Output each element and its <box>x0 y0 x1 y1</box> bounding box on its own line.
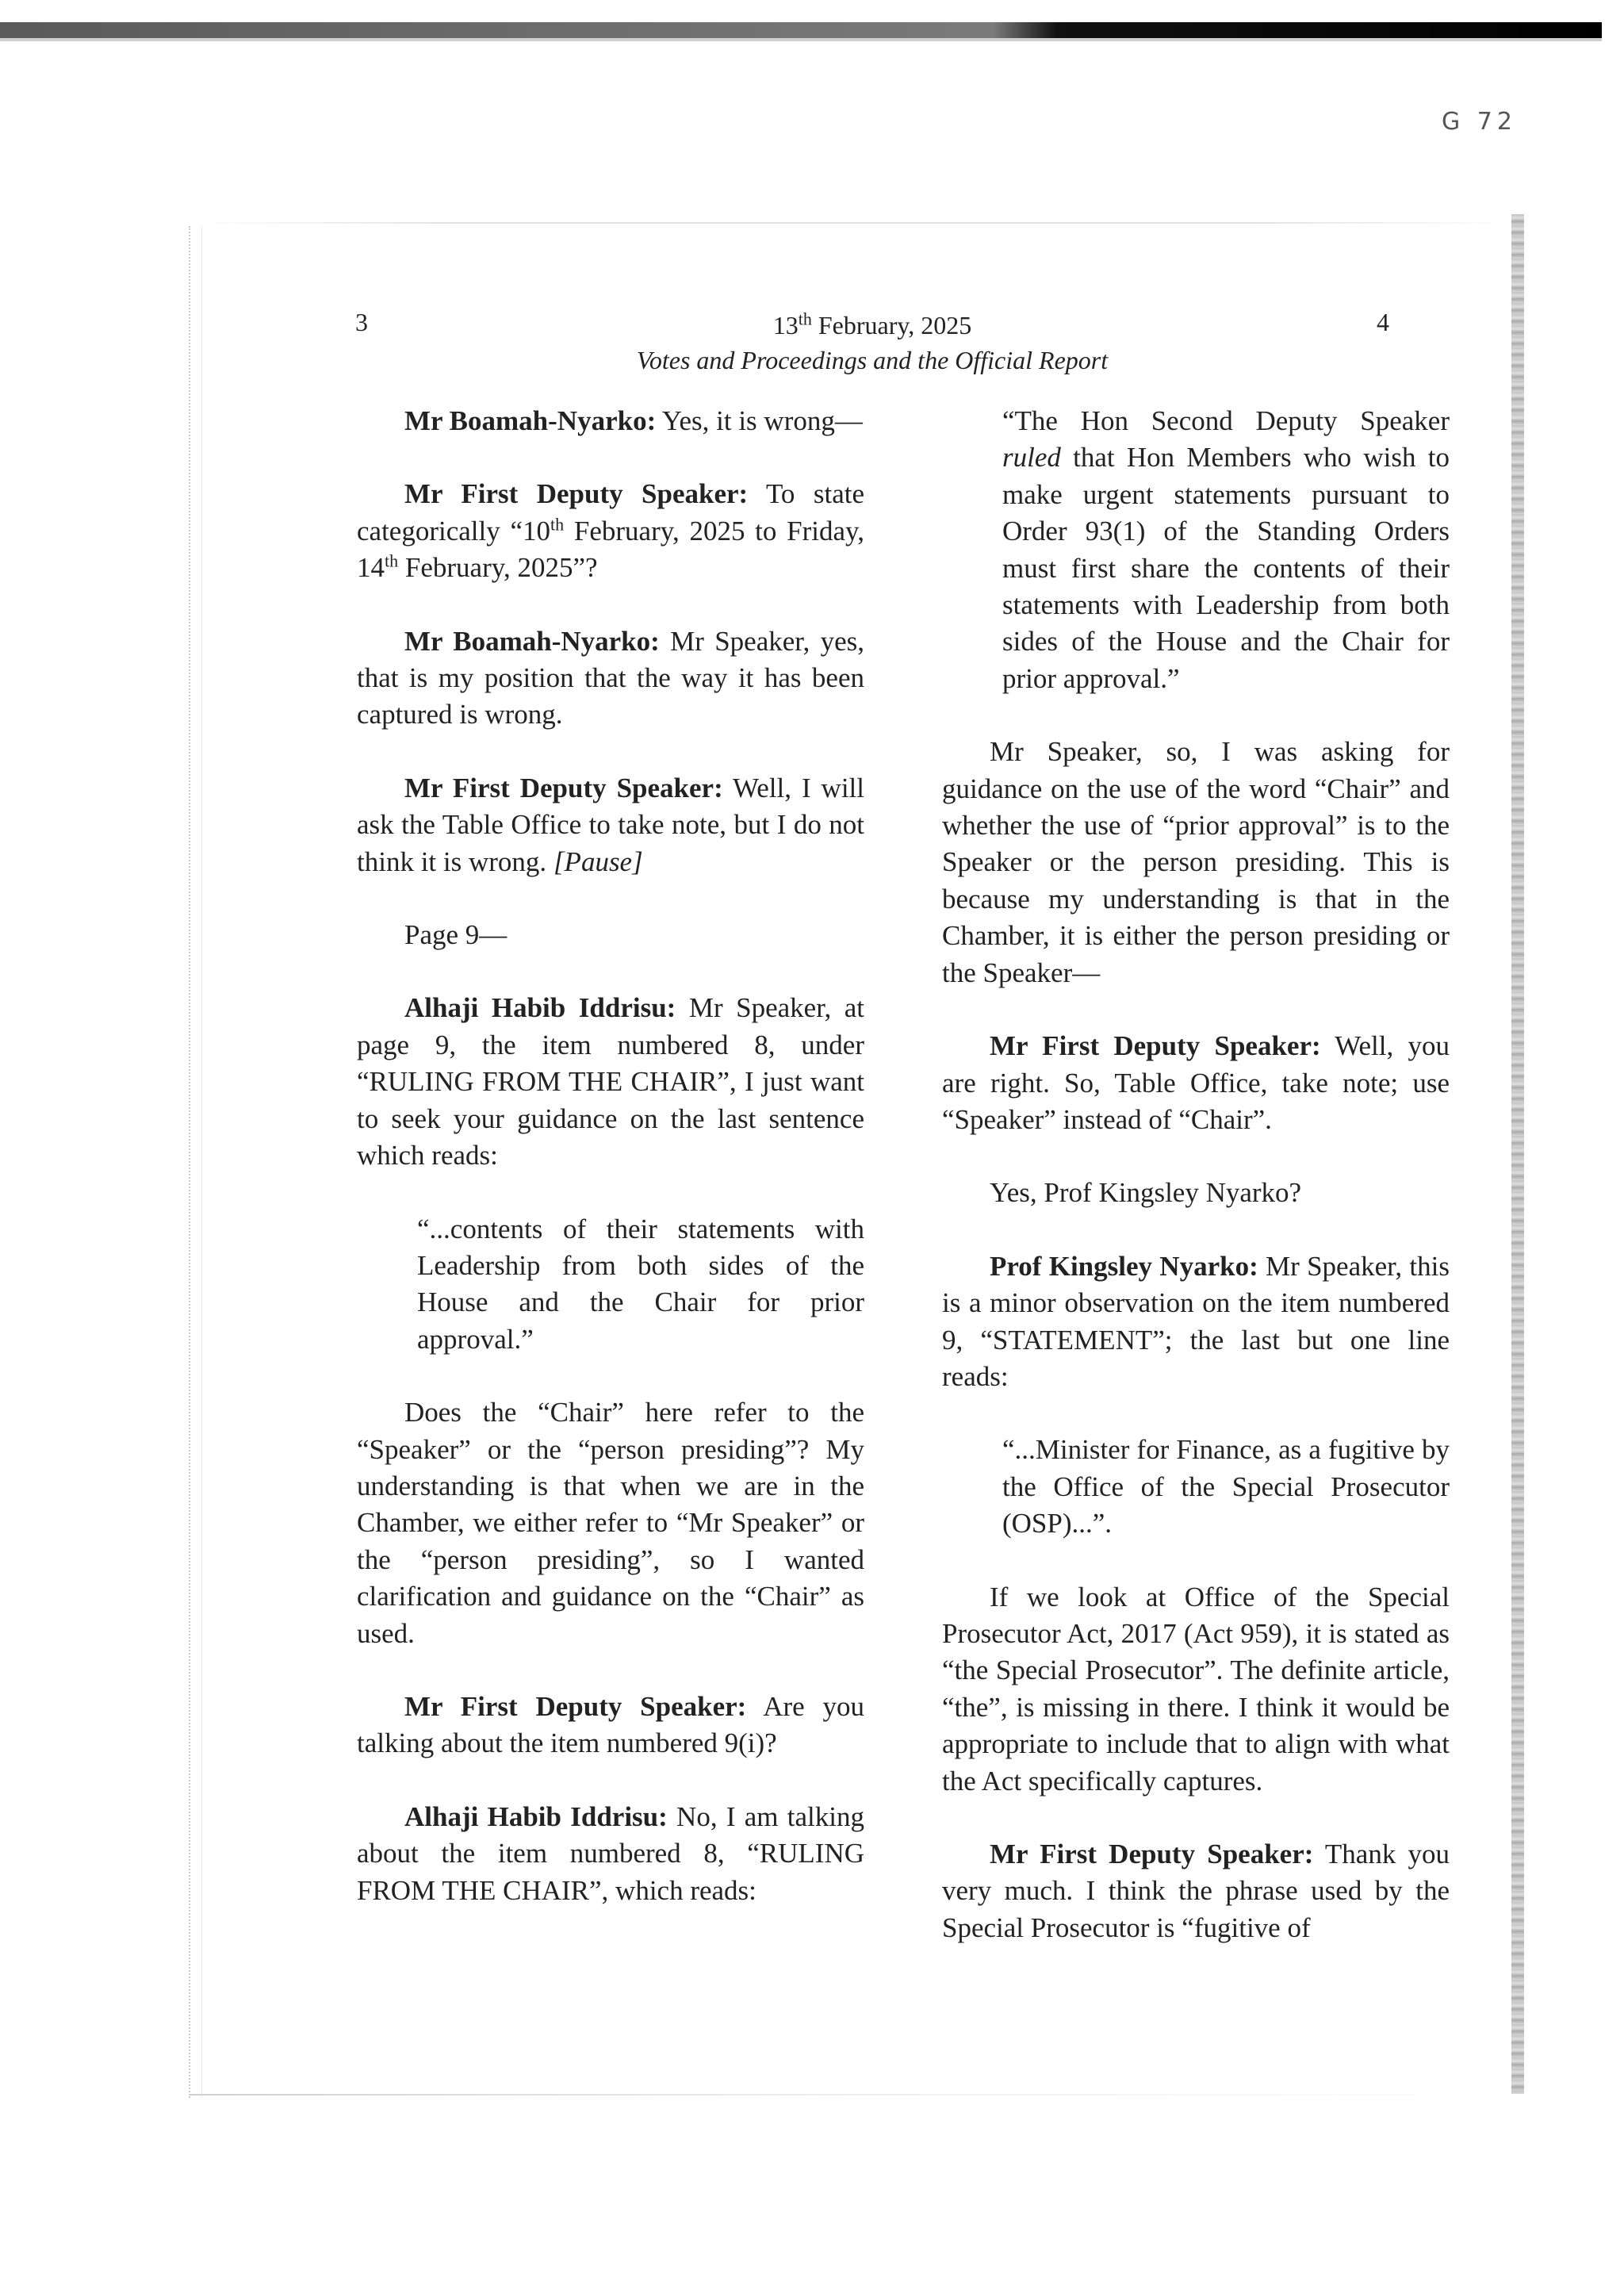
speaker-name: Mr First Deputy Speaker: <box>404 772 723 803</box>
paragraph: Prof Kingsley Nyarko: Mr Speaker, this is a minor observation on the item numbered 9, “STATEMENT”; the last but one line reads: <box>942 1250 1450 1392</box>
speaker-name: Prof Kingsley Nyarko: <box>990 1250 1258 1282</box>
paragraph: If we look at Office of the Special Prosecutor Act, 2017 (Act 959), it is stated as “the Special Prosecutor”. The definite article, “the”, is missing in there. I think it would be appropriate to include that to align with what the Act specifically captures. <box>942 1581 1450 1796</box>
speaker-name: Mr First Deputy Speaker: <box>990 1839 1314 1869</box>
right-text-column <box>942 403 1450 1946</box>
speaker-name: Alhaji Habib Iddrisu: <box>404 1800 668 1832</box>
speaker-name: Mr Boamah-Nyarko: <box>404 625 660 657</box>
handwritten-mark: G 72 <box>1442 108 1517 136</box>
paragraph: Mr First Deputy Speaker: Well, you are right. So, Table Office, take note; use “Speaker” instead of “Chair”. <box>942 1030 1450 1135</box>
header-date: 13th February, 2025 <box>772 309 972 339</box>
block-quote: “...contents of their statements with Leadership from both sides of the House and the Chair for prior approval.” <box>417 1213 864 1355</box>
paragraph: Mr Speaker, so, I was asking for guidance on the use of the word “Chair” and whether the use of “prior approval” is to the Speaker or the person presiding. This is because my understanding is that in the Chamber, it is either the person presiding or the Speaker— <box>942 736 1450 988</box>
stage-direction: [Pause] <box>553 845 643 877</box>
scan-top-edge-shadow <box>0 38 1602 41</box>
left-text-column <box>357 403 864 1909</box>
paragraph: Mr First Deputy Speaker: Are you talking about the item numbered 9(i)? <box>357 1690 864 1759</box>
paragraph: Mr First Deputy Speaker: To state categorically “10th February, 2025 to Friday, 14th February, 2025”? <box>357 478 865 584</box>
paragraph: Does the “Chair” here refer to the “Speaker” or the “person presiding”? My understanding is that when we are in the Chamber, we either refer to “Mr Speaker” or the “person presiding”, so I wanted clarification and guidance on the “Chair” as used. <box>357 1397 864 1649</box>
speaker-name: Alhaji Habib Iddrisu: <box>404 992 676 1024</box>
sheet-bottom-border <box>190 2094 1516 2096</box>
speaker-name: Mr First Deputy Speaker: <box>990 1030 1321 1062</box>
paragraph: Mr Boamah-Nyarko: Yes, it is wrong— <box>404 405 863 436</box>
speaker-name: Mr First Deputy Speaker: <box>404 1690 747 1722</box>
page-header <box>349 308 1396 374</box>
sheet-right-page-edge <box>1511 214 1524 2094</box>
paragraph: Yes, Prof Kingsley Nyarko? <box>990 1177 1302 1209</box>
sheet-left-binding-edge <box>189 226 202 2098</box>
speaker-name: Mr Boamah-Nyarko: <box>404 405 657 436</box>
paragraph: Alhaji Habib Iddrisu: Mr Speaker, at page 9, the item numbered 8, under “RULING FROM THE CHAIR”, I just want to seek your guidance on the last sentence which reads: <box>357 992 865 1171</box>
paragraph: Mr First Deputy Speaker: Well, I will ask the Table Office to take note, but I do not think it is wrong. [Pause] <box>357 772 864 877</box>
block-quote: “...Minister for Finance, as a fugitive by the Office of the Special Prosecutor (OSP)...”. <box>1002 1434 1450 1540</box>
page-number-left: 3 <box>355 308 368 336</box>
block-quote: “The Hon Second Deputy Speaker ruled that Hon Members who wish to make urgent statements pursuant to Order 93(1) of the Standing Orders must first share the contents of their statements with Leadership from both sides of the House and the Chair for prior approval.” <box>1002 405 1450 694</box>
speaker-name: Mr First Deputy Speaker: <box>404 478 749 510</box>
header-subtitle: Votes and Proceedings and the Official Report <box>636 346 1109 374</box>
scan-top-edge-bar <box>0 22 1602 38</box>
page-number-right: 4 <box>1377 308 1389 336</box>
header-title-block <box>349 308 1396 378</box>
sheet-top-border <box>190 222 1516 224</box>
paragraph: Mr First Deputy Speaker: Thank you very much. I think the phrase used by the Special Prosecutor is “fugitive of <box>942 1839 1450 1943</box>
paragraph: Alhaji Habib Iddrisu: No, I am talking about the item numbered 8, “RULING FROM THE CHAIR”, which reads: <box>357 1800 864 1906</box>
paragraph: Page 9— <box>404 919 508 951</box>
paragraph: Mr Boamah-Nyarko: Mr Speaker, yes, that is my position that the way it has been captured is wrong. <box>357 625 864 730</box>
